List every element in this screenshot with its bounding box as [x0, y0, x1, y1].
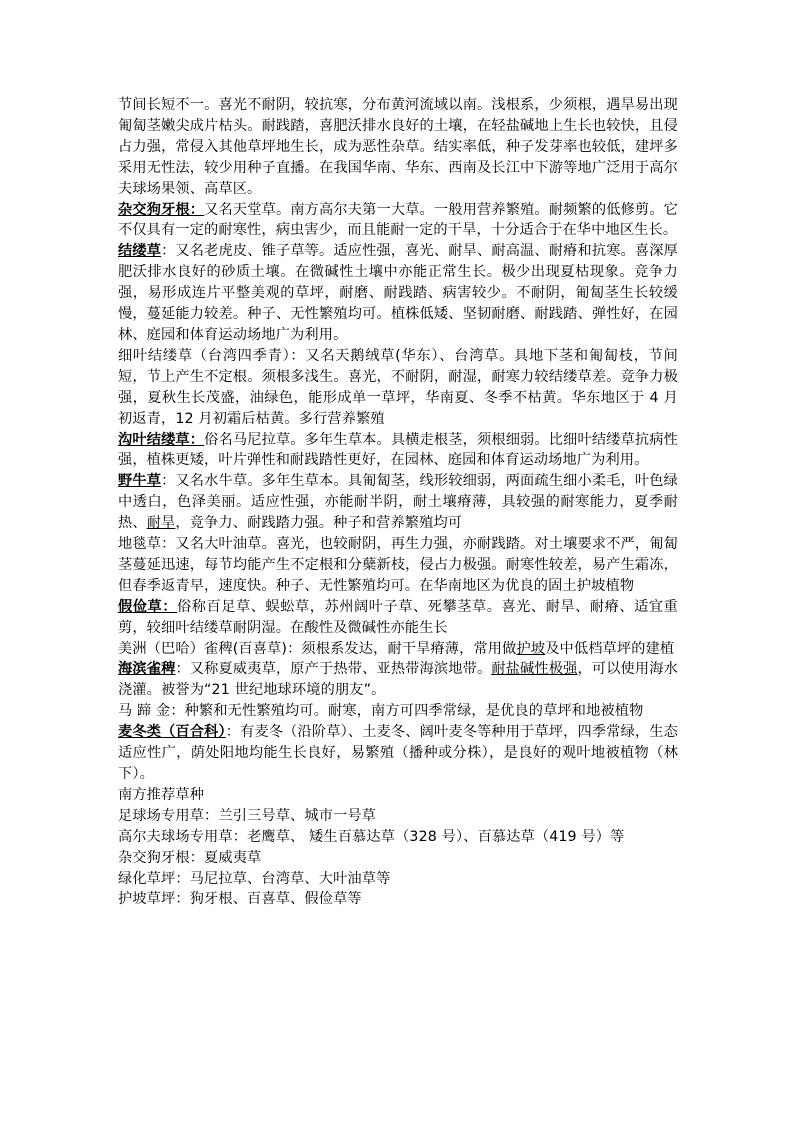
text-run: 绿化草坪：马尼拉草、台湾草、大叶油草等 — [118, 870, 391, 887]
text-run: 高尔夫球场专用草：老鹰草、 矮生百慕达草（328 号）、百慕达草（419 号）等 — [118, 828, 625, 845]
text-run: 美洲（巴哈）雀稗(百喜草)：须根系发达，耐干旱瘠薄，常用做 — [118, 640, 517, 657]
text-run: 及中低档草坪的建植 — [545, 640, 675, 657]
term-heading: 杂交狗牙根： — [118, 201, 205, 218]
text-run: 地毯草：又名大叶油草。喜光，也较耐阴，再生力强，亦耐践踏。对土壤要求不严，匍匐茎蔓延迅速，每节均能产生不定根和分蘖新枝，侵占力极强。耐寒性较差，易产生霜冻，但春季返青早，速度快。种子、无性繁殖均可。在华南地区为优良的固土护坡植物 — [118, 536, 678, 594]
text-run: 俗名马尼拉草。多年生草本。具横走根茎，须根细弱。比细叶结缕草抗病性强，植株更矮，叶片弹性和耐践踏性更好，在园林、庭园和体育运动场地广为利用。 — [118, 431, 678, 469]
text-run: 细叶结缕草（台湾四季青）：又名天鹅绒草(华东）、台湾草。具地下茎和匍匐枝，节间短，节上产生不定根。须根多浅生。喜光，不耐阴，耐湿，耐寒力较结缕草差。竞争力极强，夏秋生长茂盛，油绿色，能形成单一草坪，华南夏、冬季不枯黄。华东地区于 4 月初返青，12 月初霜后枯黄。多行营养繁殖 — [118, 347, 678, 427]
text-run: 马 蹄 金：种繁和无性繁殖均可。耐寒，南方可四季常绿，是优良的草坪和地被植物 — [118, 703, 644, 720]
text-run: ，可以使用海水浇灌。被誉为“21 世纪地球环境的朋友”。 — [118, 661, 678, 699]
text-run: ，竞争力、耐践踏力强。种子和营养繁殖均可 — [175, 515, 463, 532]
underlined-text: 耐盐碱性极强 — [491, 661, 578, 678]
text-run: ：有麦冬（沿阶草）、土麦冬、阔叶麦冬等种用于草坪，四季常绿，生态适应性广，荫处阳地均能生长良好，易繁殖（播种或分株），是良好的观叶地被植物（林下）。 — [118, 724, 678, 782]
paragraph-slope — [118, 889, 678, 910]
text-run: 又名天堂草。南方高尔夫第一大草。一般用营养繁殖。耐频繁的低修剪。它不仅具有一定的耐寒性，病虫害少，而且能耐一定的干旱，十分适合于在华中地区生长。 — [118, 201, 678, 239]
paragraph-football — [118, 806, 678, 827]
paragraph-centipede — [118, 597, 678, 639]
underlined-text: 耐旱 — [146, 515, 176, 532]
paragraph-bahia — [118, 639, 678, 660]
term-heading: 海滨雀稗 — [118, 661, 176, 678]
paragraph-fine-zoysia — [118, 346, 678, 430]
text-run: 杂交狗牙根：夏威夷草 — [118, 849, 262, 866]
paragraph-hybrid-bermuda — [118, 200, 678, 242]
paragraph-south-title — [118, 785, 678, 806]
text-run: 护坡草坪：狗牙根、百喜草、假俭草等 — [118, 891, 362, 908]
paragraph-ophiopogon — [118, 722, 678, 785]
paragraph-intro — [118, 95, 678, 200]
text-run: ：又称夏威夷草，原产于热带、亚热带海滨地带。 — [175, 661, 492, 678]
term-heading: 结缕草 — [118, 243, 162, 260]
text-run: 足球场专用草：兰引三号草、城市一号草 — [118, 807, 377, 824]
paragraph-greening — [118, 869, 678, 890]
underlined-text: 护坡 — [516, 640, 546, 657]
text-run: ：又名水牛草。多年生草本。具匍匐茎，线形较细弱，两面疏生细小柔毛，叶色绿中透白，色泽美丽。适应性强，亦能耐半阴，耐土壤瘠薄，具较强的耐寒能力，夏季耐热、 — [118, 473, 678, 532]
paragraph-golf — [118, 827, 678, 848]
paragraph-horse-hoof — [118, 701, 678, 722]
text-run: 南方推荐草种 — [118, 786, 205, 803]
text-run: 节间长短不一。喜光不耐阴，较抗寒，分布黄河流域以南。浅根系，少须根，遇旱易出现匍匐茎嫩尖成片枯头。耐践踏，喜肥沃排水良好的土壤，在轻盐碱地上生长也较快，且侵占力强，常侵入其他草坪地生长，成为恶性杂草。结实率低，种子发芽率也较低，建坪多采用无性法，较少用种子直播。在我国华南、华东、西南及长江中下游等地广泛用于高尔夫球场果领、高草区。 — [118, 97, 678, 197]
paragraph-carpet — [118, 534, 678, 597]
term-heading: 假俭草： — [118, 598, 177, 615]
term-heading: 野牛草 — [118, 473, 162, 490]
text-run: ：又名老虎皮、锥子草等。适应性强，喜光、耐旱、耐高温、耐瘠和抗寒。喜深厚肥沃排水良好的砂质土壤。在微碱性土壤中亦能正常生长。极少出现夏枯现象。竞争力强，易形成连片平整美观的草坪，耐磨、耐践踏、病害较少。不耐阴，匍匐茎生长较缓慢，蔓延能力较差。种子、无性繁殖均可。植株低矮、坚韧耐磨、耐践踏、弹性好，在园林、庭园和体育运动场地广为利用。 — [118, 243, 678, 343]
paragraph-zoysia — [118, 241, 678, 346]
document-body — [118, 95, 678, 910]
term-heading: 麦冬类（百合科） — [118, 724, 226, 741]
paragraph-manila — [118, 430, 678, 472]
term-heading: 沟叶结缕草： — [118, 431, 205, 448]
text-run: 俗称百足草、蜈蚣草，苏州阔叶子草、死攀茎草。喜光、耐旱、耐瘠、适宜重剪，较细叶结缕草耐阴湿。在酸性及微碱性亦能生长 — [118, 598, 678, 636]
paragraph-seashore — [118, 659, 678, 701]
paragraph-buffalo — [118, 471, 678, 534]
paragraph-hybrid — [118, 848, 678, 869]
